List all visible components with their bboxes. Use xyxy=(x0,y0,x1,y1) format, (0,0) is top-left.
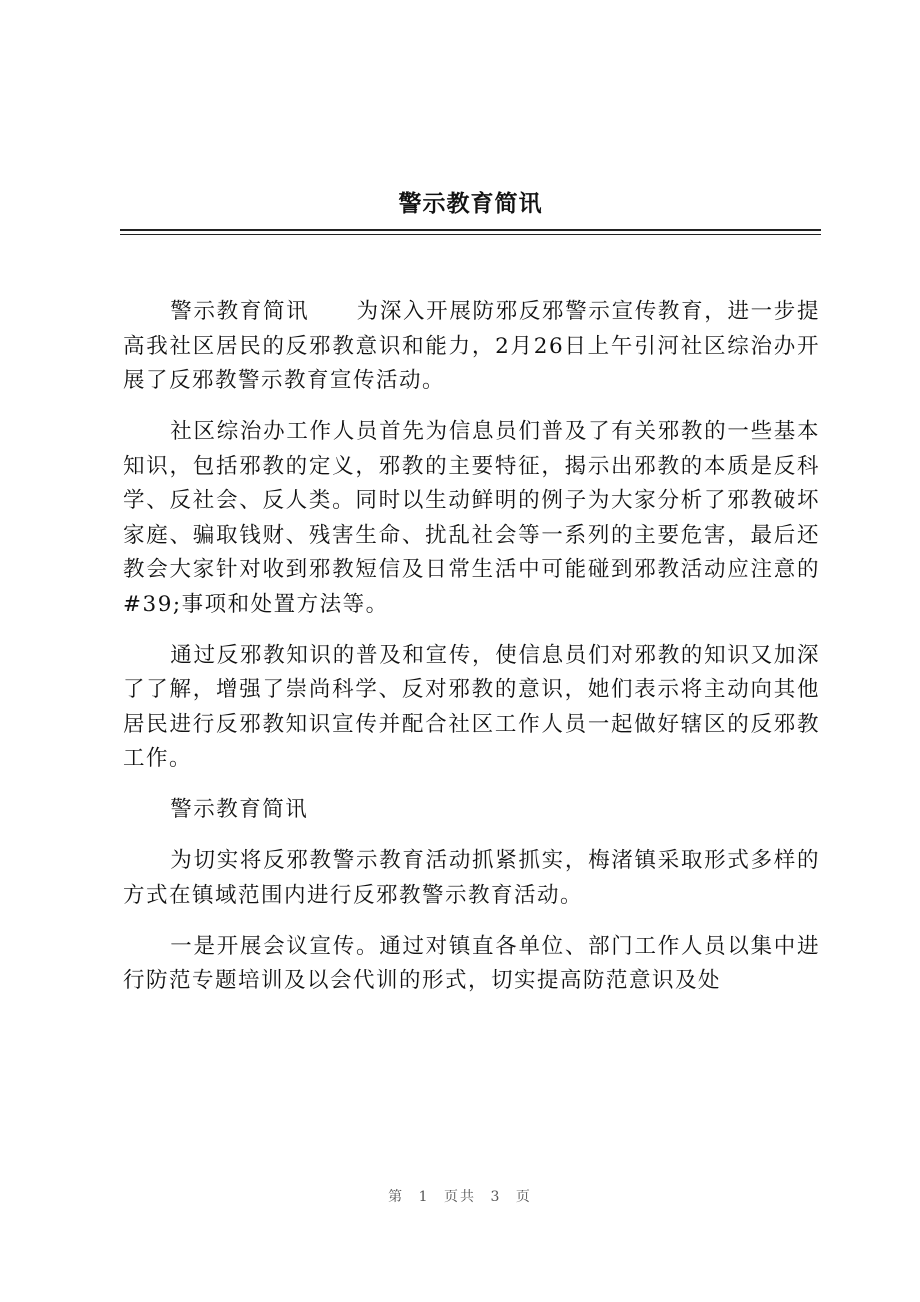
footer-suffix: 页 xyxy=(515,1189,532,1205)
footer-prefix: 第 xyxy=(388,1189,405,1205)
title-divider-thick xyxy=(120,229,821,231)
footer-total-pages: 3 xyxy=(490,1189,502,1205)
paragraph: 一是开展会议宣传。通过对镇直各单位、部门工作人员以集中进行防范专题培训及以会代训的形式，切实提高防范意识及处 xyxy=(123,933,820,993)
paragraph-text: 为深入开展防邪反邪警示宣传教育，进一步提高我社区居民的反邪教意识和能力，2月26日上午引河社区综治办开展了反邪教警示教育宣传活动。 xyxy=(123,299,820,393)
title-divider-thin xyxy=(120,234,821,235)
paragraph: 为切实将反邪教警示教育活动抓紧抓实，梅渚镇采取形式多样的方式在镇域范围内进行反邪教警示教育活动。 xyxy=(123,848,820,908)
paragraph: 通过反邪教知识的普及和宣传，使信息员们对邪教的知识又加深了了解，增强了崇尚科学、反对邪教的意识，她们表示将主动向其他居民进行反邪教知识宣传并配合社区工作人员一起做好辖区的反邪教工作。 xyxy=(123,642,820,771)
paragraph-intro xyxy=(123,295,820,399)
document-title: 警示教育简讯 xyxy=(398,190,543,217)
paragraph-lead-heading: 警示教育简讯 xyxy=(170,299,310,324)
footer-middle: 页共 xyxy=(444,1189,476,1205)
footer-current-page: 1 xyxy=(418,1189,430,1205)
paragraph: 社区综治办工作人员首先为信息员们普及了有关邪教的一些基本知识，包括邪教的定义，邪教的主要特征，揭示出邪教的本质是反科学、反社会、反人类。同时以生动鲜明的例子为大家分析了邪教破坏家庭、骗取钱财、残害生命、扰乱社会等一系列的主要危害，最后还教会大家针对收到邪教短信及日常生活中可能碰到邪教活动应注意的#39;事项和处置方法等。 xyxy=(123,419,820,617)
document-body xyxy=(123,295,820,1015)
page-footer xyxy=(0,1186,920,1206)
section-heading: 警示教育简讯 xyxy=(170,797,309,822)
